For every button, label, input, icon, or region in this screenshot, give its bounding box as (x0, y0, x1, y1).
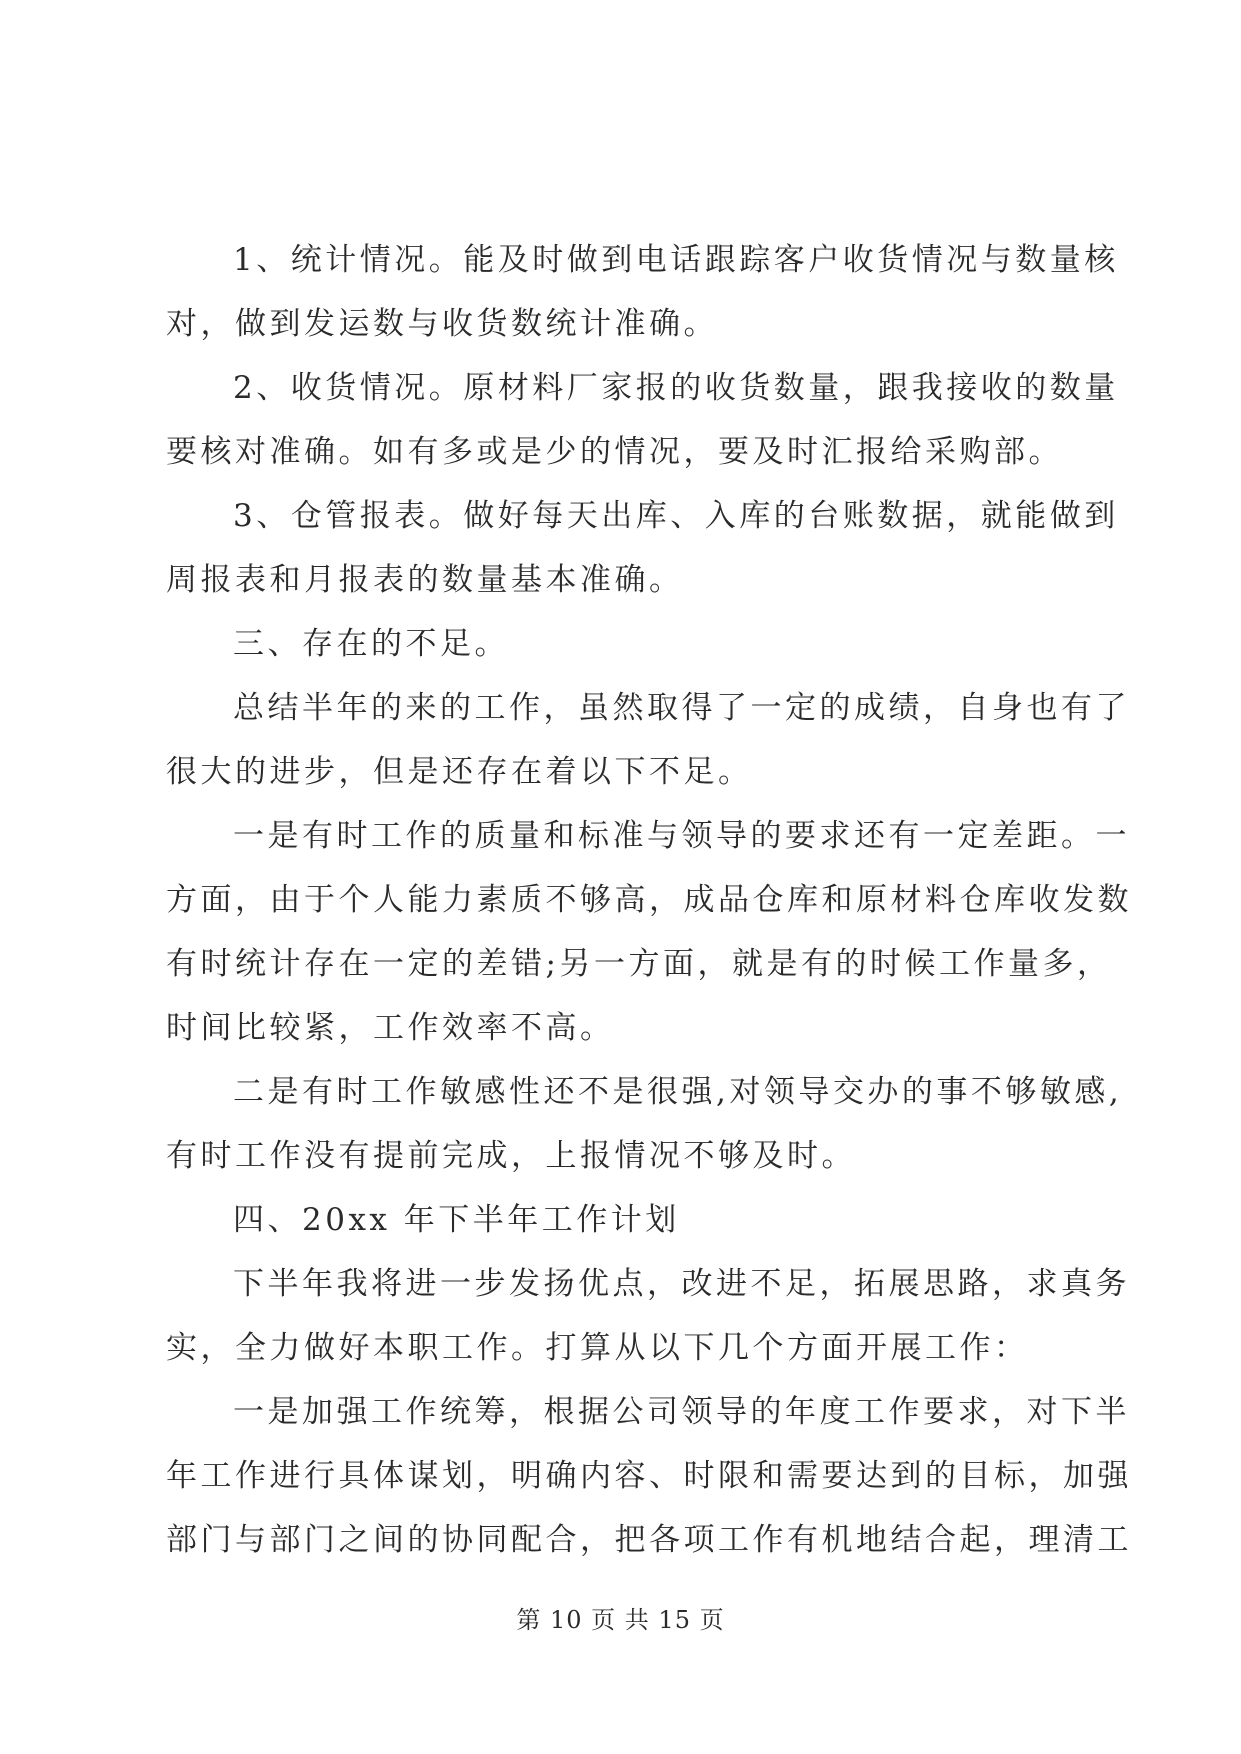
document-body (166, 228, 1132, 1572)
paragraph-shortcoming-one (166, 804, 1132, 1060)
page-number-footer: 第 10 页 共 15 页 (516, 1606, 725, 1634)
text-line: 方面，由于个人能力素质不够高，成品仓库和原材料仓库收发数 (166, 882, 1132, 918)
section-heading-plan (166, 1188, 1086, 1252)
text-line: 时间比较紧，工作效率不高。 (166, 1010, 615, 1046)
paragraph-warehouse-reports (166, 484, 1119, 612)
text-line: 三、存在的不足。 (233, 626, 509, 662)
text-line: 2、收货情况。原材料厂家报的收货数量，跟我接收的数量 (233, 370, 1119, 406)
text-line: 周报表和月报表的数量基本准确。 (166, 562, 684, 598)
text-line: 一是有时工作的质量和标准与领导的要求还有一定差距。一 (233, 818, 1130, 854)
text-line: 二是有时工作敏感性还不是很强,对领导交办的事不够敏感, (233, 1074, 1123, 1110)
text-line: 对，做到发运数与收货数统计准确。 (166, 306, 718, 342)
text-line: 有时工作没有提前完成，上报情况不够及时。 (166, 1138, 856, 1174)
text-line: 下半年我将进一步发扬优点，改进不足，拓展思路，求真务 (233, 1266, 1130, 1302)
text-line: 3、仓管报表。做好每天出库、入库的台账数据，就能做到 (233, 498, 1119, 534)
text-line: 实，全力做好本职工作。打算从以下几个方面开展工作： (166, 1330, 1029, 1366)
text-line: 四、20xx 年下半年工作计划 (233, 1202, 680, 1238)
paragraph-plan-intro (166, 1252, 1130, 1380)
paragraph-shortcoming-two (166, 1060, 1123, 1188)
section-heading-shortcomings (166, 612, 1086, 676)
text-line: 1、统计情况。能及时做到电话跟踪客户收货情况与数量核 (233, 242, 1119, 278)
paragraph-receiving (166, 356, 1119, 484)
text-line: 一是加强工作统筹，根据公司领导的年度工作要求，对下半 (233, 1394, 1130, 1430)
text-line: 总结半年的来的工作，虽然取得了一定的成绩，自身也有了 (233, 690, 1130, 726)
text-line: 很大的进步，但是还存在着以下不足。 (166, 754, 753, 790)
text-line: 部门与部门之间的协同配合，把各项工作有机地结合起，理清工 (166, 1522, 1132, 1558)
paragraph-plan-one (166, 1380, 1132, 1572)
paragraph-summary (166, 676, 1130, 804)
text-line: 要核对准确。如有多或是少的情况，要及时汇报给采购部。 (166, 434, 1063, 470)
text-line: 有时统计存在一定的差错;另一方面，就是有的时候工作量多， (166, 946, 1112, 982)
paragraph-statistics (166, 228, 1119, 356)
text-line: 年工作进行具体谋划，明确内容、时限和需要达到的目标，加强 (166, 1458, 1132, 1494)
